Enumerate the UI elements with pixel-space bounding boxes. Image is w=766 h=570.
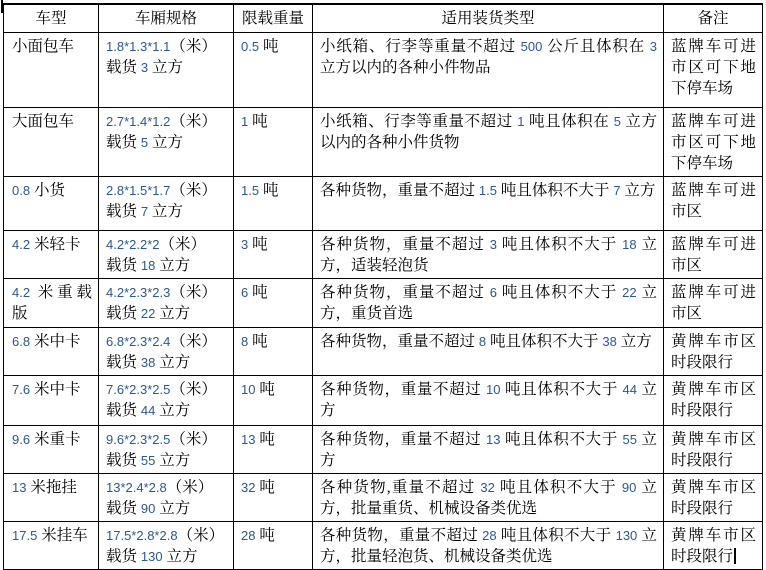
cell-text: 各种货物，重量不超过 13 吨且体积不大于 55 立方: [320, 430, 657, 469]
cell-cargo-type: [313, 473, 664, 521]
table-row: [4, 278, 763, 327]
cell-remark: [664, 230, 763, 278]
cell-vehicle-type: [4, 521, 99, 569]
cell-text: 1 吨: [241, 112, 268, 130]
table-row: [4, 230, 763, 278]
cell-text: 13 米拖挂: [12, 478, 77, 496]
cell-text: 蓝牌车可进市区: [671, 283, 756, 322]
table-row: [4, 473, 763, 521]
cell-text: 各种货物，重量不超过 8 吨且体积不大于 38 立方: [320, 332, 652, 350]
cell-cargo-type: [313, 176, 664, 230]
cell-remark: [664, 107, 763, 176]
cell-box-spec: [99, 176, 234, 230]
cell-text: 8 吨: [241, 332, 268, 350]
header-vehicle-type: [4, 4, 99, 32]
cell-text: 小纸箱、行李等重量不超过 1 吨且体积在 5 立方以内的各种小件货物: [320, 112, 657, 151]
cell-text: 黄牌车市区时段限行: [671, 526, 756, 565]
cell-text: 9.6*2.3*2.5（米） 载货 55 立方: [106, 430, 217, 469]
table-row: [4, 327, 763, 375]
cell-vehicle-type: [4, 425, 99, 473]
cell-text: 6.8 米中卡: [12, 332, 81, 350]
cell-remark: [664, 32, 763, 107]
cell-text: 小纸箱、行李等重量不超过 500 公斤且体积在 3 立方以内的各种小件物品: [320, 37, 657, 76]
header-label: 备注: [697, 9, 729, 27]
cell-remark: [664, 278, 763, 327]
cell-cargo-type: [313, 425, 664, 473]
cell-load-limit: [234, 278, 313, 327]
cell-box-spec: [99, 107, 234, 176]
table-row: [4, 32, 763, 107]
table-row: [4, 176, 763, 230]
cell-box-spec: [99, 375, 234, 425]
cell-vehicle-type: [4, 230, 99, 278]
cell-load-limit: [234, 230, 313, 278]
cell-cargo-type: [313, 278, 664, 327]
header-label: 适用装货类型: [441, 9, 535, 27]
cell-text: 17.5*2.8*2.8（米） 载货 130 立方: [106, 526, 225, 565]
cell-text: 大面包车: [12, 112, 75, 130]
cell-text: 各种货物，重量不超过 28 吨且体积不大于 130 立方，批量轻泡货、机械设备类优选: [320, 526, 657, 565]
cell-vehicle-type: [4, 107, 99, 176]
table-row: [4, 425, 763, 473]
cell-text: 蓝牌车可进市区: [671, 181, 756, 220]
cell-text: 2.7*1.4*1.2（米） 载货 5 立方: [106, 112, 217, 151]
cell-remark: [664, 473, 763, 521]
cell-remark: [664, 176, 763, 230]
cell-vehicle-type: [4, 278, 99, 327]
cell-cargo-type: [313, 230, 664, 278]
cell-cargo-type: [313, 375, 664, 425]
header-cargo-type: [313, 4, 664, 32]
header-remark: [664, 4, 763, 32]
cell-text: 黄牌车市区时段限行: [671, 430, 756, 469]
cell-text: 7.6*2.3*2.5（米） 载货 44 立方: [106, 380, 217, 419]
header-row: [4, 4, 763, 32]
cell-text: 4.2*2.3*2.3（米） 载货 22 立方: [106, 283, 217, 322]
cell-box-spec: [99, 230, 234, 278]
cell-load-limit: [234, 375, 313, 425]
table-row: [4, 107, 763, 176]
cell-text: 0.5 吨: [241, 37, 279, 55]
cell-remark: [664, 521, 763, 569]
cell-text: 黄牌车市区时段限行: [671, 478, 756, 517]
table-row: [4, 375, 763, 425]
cell-remark: [664, 375, 763, 425]
table-row: [4, 521, 763, 569]
header-load-limit: [234, 4, 313, 32]
cell-text: 9.6 米重卡: [12, 430, 81, 448]
cell-vehicle-type: [4, 327, 99, 375]
cell-text: 17.5 米挂车: [12, 526, 88, 544]
cell-load-limit: [234, 473, 313, 521]
cell-text: 各种货物,重量不超过 32 吨且体积不大于 90 立方，批量重货、机械设备类优选: [320, 478, 657, 517]
cell-text: 28 吨: [241, 526, 275, 544]
cell-text: 2.8*1.5*1.7（米） 载货 7 立方: [106, 181, 217, 220]
cell-text: 蓝牌车可进市区可下地下停车场: [671, 112, 756, 172]
cell-text: 7.6 米中卡: [12, 380, 81, 398]
cell-cargo-type: [313, 327, 664, 375]
cell-text: 3 吨: [241, 235, 268, 253]
cell-remark: [664, 327, 763, 375]
cell-load-limit: [234, 32, 313, 107]
cell-vehicle-type: [4, 473, 99, 521]
cell-text: 6 吨: [241, 283, 268, 301]
header-label: 车厢规格: [134, 9, 197, 27]
cell-text: 蓝牌车可进市区: [671, 235, 756, 274]
cell-text: 蓝牌车可进市区可下地下停车场: [671, 37, 756, 97]
header-box-spec: [99, 4, 234, 32]
cell-cargo-type: [313, 521, 664, 569]
cell-text: 0.8 小货: [12, 181, 65, 199]
cell-load-limit: [234, 521, 313, 569]
header-label: 限载重量: [241, 9, 304, 27]
cell-text: 13 吨: [241, 430, 275, 448]
cell-text: 4.2 米重载版: [12, 283, 92, 322]
cell-load-limit: [234, 327, 313, 375]
text-caret[interactable]: [734, 548, 736, 564]
cell-text: 6.8*2.3*2.4（米） 载货 38 立方: [106, 332, 217, 371]
cell-remark: [664, 425, 763, 473]
cell-vehicle-type: [4, 375, 99, 425]
cell-text: 10 吨: [241, 380, 275, 398]
vehicle-spec-table: [3, 3, 763, 570]
cell-text: 32 吨: [241, 478, 275, 496]
cell-text: 各种货物，重量不超过 3 吨且体积不大于 18 立方，适装轻泡货: [320, 235, 657, 274]
cell-text: 4.2 米轻卡: [12, 235, 81, 253]
cell-text: 13*2.4*2.8（米） 载货 90 立方: [106, 478, 214, 517]
cell-text: 各种货物，重量不超过 1.5 吨且体积不大于 7 立方: [320, 181, 656, 199]
cell-load-limit: [234, 176, 313, 230]
cell-text: 4.2*2.2*2（米） 载货 18 立方: [106, 235, 207, 274]
cell-vehicle-type: [4, 32, 99, 107]
cell-box-spec: [99, 327, 234, 375]
cell-load-limit: [234, 107, 313, 176]
cell-box-spec: [99, 278, 234, 327]
cell-box-spec: [99, 32, 234, 107]
cell-text: 1.5 吨: [241, 181, 279, 199]
cell-box-spec: [99, 425, 234, 473]
cell-text: 黄牌车市区时段限行: [671, 380, 756, 419]
header-label: 车型: [35, 9, 67, 27]
cell-vehicle-type: [4, 176, 99, 230]
cell-box-spec: [99, 473, 234, 521]
cell-cargo-type: [313, 107, 664, 176]
cell-text: 各种货物，重量不超过 10 吨且体积不大于 44 立方: [320, 380, 657, 419]
cell-load-limit: [234, 425, 313, 473]
cell-text: 各种货物，重量不超过 6 吨且体积不大于 22 立方，重货首选: [320, 283, 657, 322]
cell-text: 1.8*1.3*1.1（米） 载货 3 立方: [106, 37, 217, 76]
cell-box-spec: [99, 521, 234, 569]
cell-text: 黄牌车市区时段限行: [671, 332, 756, 371]
cell-text: 小面包车: [12, 37, 75, 55]
cell-cargo-type: [313, 32, 664, 107]
